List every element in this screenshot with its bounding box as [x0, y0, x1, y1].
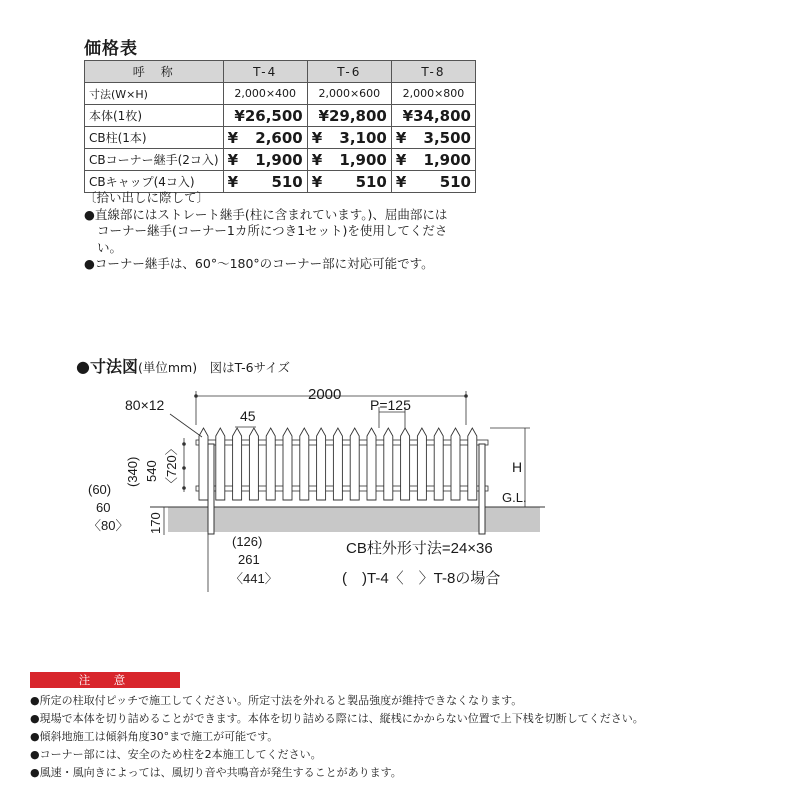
yen-sign: ¥: [395, 128, 407, 147]
caution-item: ●現場で本体を切り詰めることができます。本体を切り詰める際には、縦桟にかからない位置で上下桟を切断してください。: [30, 712, 644, 725]
price-value: ¥26,500: [223, 105, 307, 127]
notes-heading: 〔拾い出しに際して〕: [84, 190, 210, 205]
post-size-label: 80×12: [125, 397, 165, 413]
bottom-60-label: 60: [96, 500, 111, 515]
height-340-label: (340): [125, 456, 140, 487]
picket: [367, 428, 376, 500]
note-item: ●コーナー継手は、60°〜180°のコーナー部に対応可能です。: [84, 256, 434, 271]
price-value: 510: [439, 172, 471, 191]
left-post: [208, 444, 214, 534]
price-value: 2,600: [255, 128, 303, 147]
size-label: 寸法(W×H): [85, 83, 224, 105]
picket: [401, 428, 410, 500]
yen-sign: ¥: [227, 150, 239, 169]
depth-170-label: 170: [148, 512, 163, 534]
picket: [216, 428, 225, 500]
dimension-heading: ●寸法図: [76, 357, 138, 376]
picket: [350, 428, 359, 500]
yen-sign: ¥: [395, 150, 407, 169]
yen-sign: ¥: [227, 128, 239, 147]
header-col: T-4: [223, 61, 307, 83]
price-value: 1,900: [255, 150, 303, 169]
picket: [233, 428, 242, 500]
height-540-label: 540: [144, 460, 159, 482]
fence-dimension-diagram: [0, 370, 800, 620]
dim-dot: [182, 486, 186, 490]
caution-item: ●傾斜地施工は傾斜角度30°まで施工が可能です。: [30, 730, 279, 743]
dim-dot: [182, 466, 186, 470]
size-value: 2,000×800: [391, 83, 475, 105]
pickets-group: [199, 428, 477, 500]
price-value: 1,900: [339, 150, 387, 169]
price-cell: [391, 127, 475, 149]
note-item: コーナー継手(コーナー1カ所につき1セット)を使用してくださ: [97, 223, 448, 238]
price-table: [84, 60, 476, 193]
note-item: ●直線部にはストレート継手(柱に含まれています。)、屈曲部には: [84, 206, 448, 222]
right-post: [479, 444, 485, 534]
picket: [249, 428, 258, 500]
depth-441-label: 〈441〉: [230, 571, 278, 586]
price-value: ¥29,800: [307, 105, 391, 127]
depth-261-label: 261: [238, 552, 260, 567]
price-cell: [307, 127, 391, 149]
dim-dot: [464, 394, 468, 398]
notes-block: [84, 190, 504, 273]
picket-width-label: 45: [240, 408, 256, 424]
size-value: 2,000×400: [223, 83, 307, 105]
dim-dot: [182, 442, 186, 446]
row-label: 本体(1枚): [85, 105, 224, 127]
bottom-60a-label: (60): [88, 482, 112, 497]
yen-sign: ¥: [395, 172, 407, 191]
price-value: ¥34,800: [391, 105, 475, 127]
table-header-row: [85, 61, 476, 83]
price-cell: [223, 127, 307, 149]
picket: [199, 428, 208, 500]
picket: [384, 428, 393, 500]
h-label: H: [512, 459, 523, 475]
table-row: [85, 105, 476, 127]
picket: [451, 428, 460, 500]
price-value: 3,100: [339, 128, 387, 147]
row-label: CBキャップ(4コ入): [85, 171, 224, 193]
bottom-80-label: 〈80〉: [88, 518, 129, 533]
price-value: 510: [271, 172, 303, 191]
size-row: [85, 83, 476, 105]
dim-dot: [194, 394, 198, 398]
picket: [283, 428, 292, 500]
picket: [333, 428, 342, 500]
table-row: [85, 127, 476, 149]
yen-sign: ¥: [311, 172, 323, 191]
cb-post-label: CB柱外形寸法=24×36: [346, 540, 493, 557]
pitch-label: P=125: [370, 397, 411, 413]
caution-list: [30, 692, 644, 782]
leader-line: [170, 414, 202, 437]
gl-label: G.L.: [502, 490, 527, 505]
picket: [417, 428, 426, 500]
picket: [300, 428, 309, 500]
row-label: CB柱(1本): [85, 127, 224, 149]
caution-header: 注 意: [30, 672, 180, 688]
caution-item: ●コーナー部には、安全のため柱を2本施工してください。: [30, 748, 322, 761]
price-value: 3,500: [423, 128, 471, 147]
price-value: 1,900: [423, 150, 471, 169]
height-720-label: 〈720〉: [164, 442, 179, 490]
yen-sign: ¥: [311, 128, 323, 147]
picket: [468, 428, 477, 500]
dimension-unit: (単位mm) 図はT-6サイズ: [137, 360, 291, 375]
picket: [317, 428, 326, 500]
table-row: [85, 149, 476, 171]
price-value: 510: [355, 172, 387, 191]
size-value: 2,000×600: [307, 83, 391, 105]
width-label: 2000: [308, 386, 342, 403]
row-label: CBコーナー継手(2コ入): [85, 149, 224, 171]
yen-sign: ¥: [311, 150, 323, 169]
price-table-title: 価格表: [84, 39, 138, 59]
note-item: い。: [97, 239, 123, 255]
legend-label: ( )T-4〈 〉T-8の場合: [342, 570, 501, 587]
price-cell: [223, 149, 307, 171]
picket: [434, 428, 443, 500]
price-cell: [391, 149, 475, 171]
header-label: 呼 称: [85, 61, 224, 83]
yen-sign: ¥: [227, 172, 239, 191]
picket: [266, 428, 275, 500]
caution-item: ●風速・風向きによっては、風切り音や共鳴音が発生することがあります。: [30, 766, 402, 779]
caution-item: ●所定の柱取付ピッチで施工してください。所定寸法を外れると製品強度が維持できなくなります。: [30, 694, 523, 707]
header-col: T-8: [391, 61, 475, 83]
depth-126-label: (126): [232, 534, 263, 549]
header-col: T-6: [307, 61, 391, 83]
price-cell: [307, 149, 391, 171]
